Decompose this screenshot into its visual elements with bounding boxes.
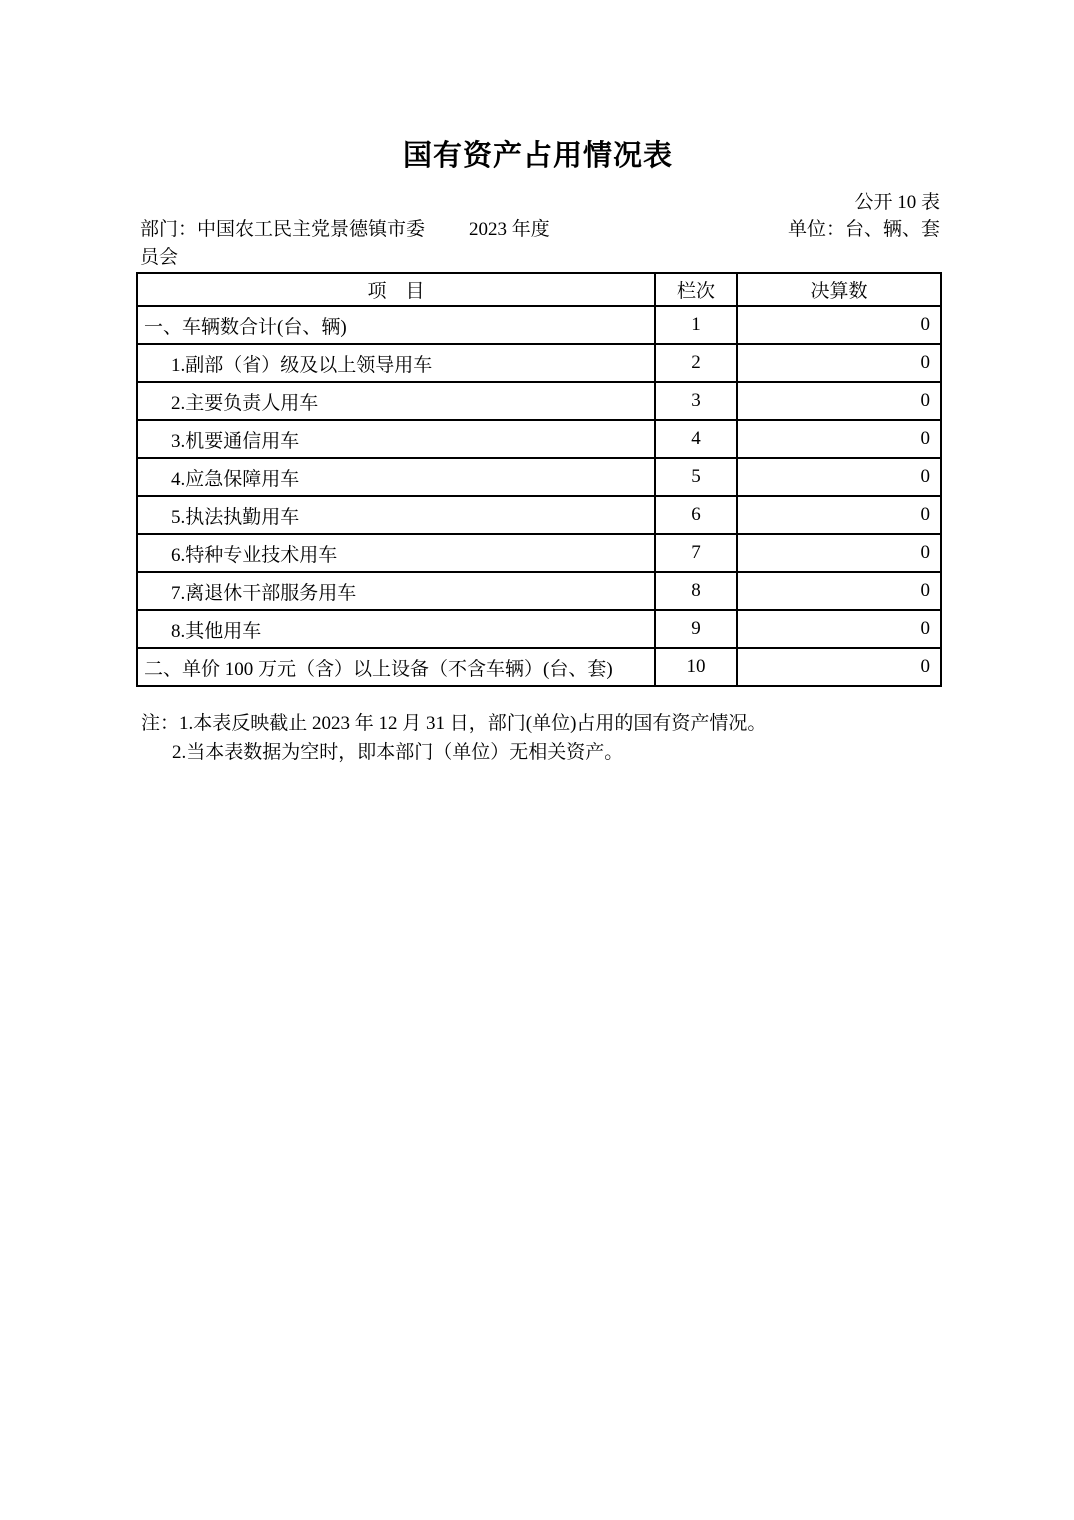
table-header-row [137, 273, 941, 306]
notes-block [136, 709, 940, 767]
table-row [137, 496, 941, 534]
column-number: 5 [655, 458, 737, 496]
unit-label: 单位：台、辆、套 [787, 219, 940, 240]
table-body [137, 306, 941, 686]
final-amount-value: 0 [737, 610, 941, 648]
col-header-final-amount: 决算数 [737, 273, 941, 306]
table-row [137, 458, 941, 496]
item-label: 2.主要负责人用车 [137, 382, 655, 420]
department-line1: 部门：中国农工民主党景德镇市委 [140, 219, 426, 240]
table-row [137, 610, 941, 648]
note-line-2: 2.当本表数据为空时，即本部门（单位）无相关资产。 [172, 742, 624, 763]
state-owned-assets-table [136, 272, 942, 687]
final-amount-value: 0 [737, 420, 941, 458]
table-row [137, 306, 941, 344]
column-number: 2 [655, 344, 737, 382]
column-number: 9 [655, 610, 737, 648]
table-row [137, 344, 941, 382]
column-number: 8 [655, 572, 737, 610]
table-row [137, 534, 941, 572]
item-label: 一、车辆数合计(台、辆) [137, 306, 655, 344]
item-label: 3.机要通信用车 [137, 420, 655, 458]
department-label [140, 216, 470, 272]
column-number: 3 [655, 382, 737, 420]
column-number: 10 [655, 648, 737, 686]
public-table-label: 公开 10 表 [854, 192, 940, 213]
item-label: 5.执法执勤用车 [137, 496, 655, 534]
col-header-column-number: 栏次 [655, 273, 737, 306]
item-label: 二、单价 100 万元（含）以上设备（不含车辆）(台、套) [137, 648, 655, 686]
final-amount-value: 0 [737, 382, 941, 420]
note-line-1: 注：1.本表反映截止 2023 年 12 月 31 日，部门(单位)占用的国有资产情况。 [141, 713, 767, 734]
document-content [136, 140, 940, 767]
table-row [137, 572, 941, 610]
final-amount-value: 0 [737, 648, 941, 686]
final-amount-value: 0 [737, 458, 941, 496]
col-header-item: 项 目 [137, 273, 655, 306]
column-number: 6 [655, 496, 737, 534]
item-label: 6.特种专业技术用车 [137, 534, 655, 572]
page-title: 国有资产占用情况表 [402, 140, 673, 172]
table-row [137, 420, 941, 458]
column-number: 4 [655, 420, 737, 458]
item-label: 8.其他用车 [137, 610, 655, 648]
table-row [137, 648, 941, 686]
item-label: 4.应急保障用车 [137, 458, 655, 496]
table-row [137, 382, 941, 420]
final-amount-value: 0 [737, 306, 941, 344]
final-amount-value: 0 [737, 496, 941, 534]
column-number: 1 [655, 306, 737, 344]
department-line2: 员会 [140, 247, 179, 268]
item-label: 1.副部（省）级及以上领导用车 [137, 344, 655, 382]
column-number: 7 [655, 534, 737, 572]
meta-row [136, 216, 940, 272]
fiscal-year-label: 2023 年度 [469, 219, 550, 240]
final-amount-value: 0 [737, 572, 941, 610]
final-amount-value: 0 [737, 344, 941, 382]
final-amount-value: 0 [737, 534, 941, 572]
item-label: 7.离退休干部服务用车 [137, 572, 655, 610]
